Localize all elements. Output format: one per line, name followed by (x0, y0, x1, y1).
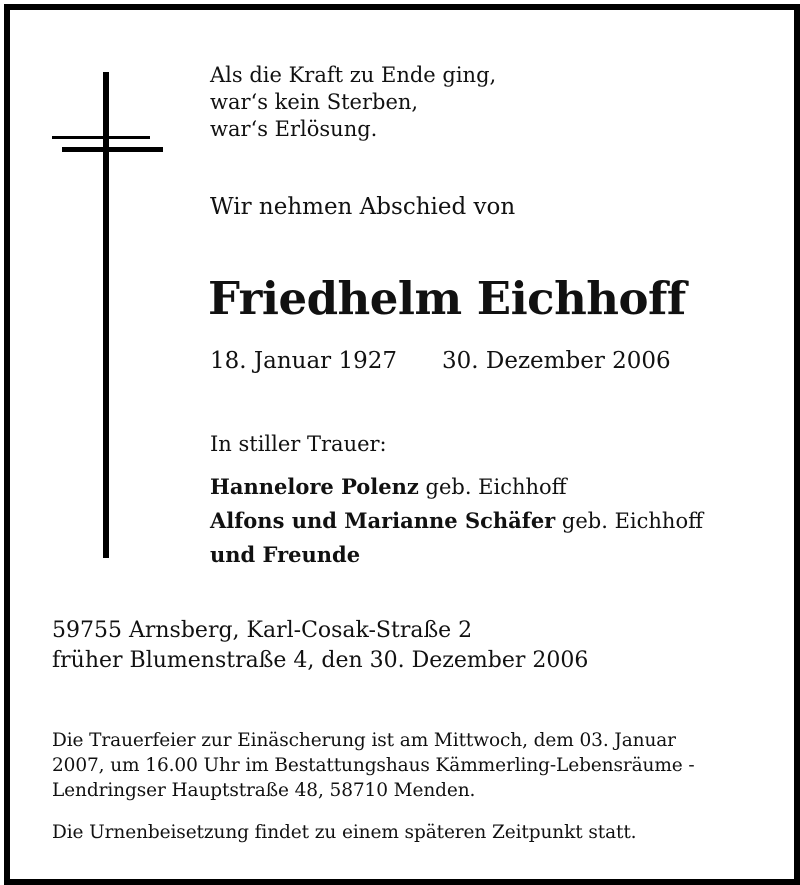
death-date: 30. Dezember 2006 (442, 348, 671, 374)
poem-line: war‘s kein Sterben, (210, 90, 419, 114)
mourner-name: Alfons und Marianne Schäfer (210, 508, 556, 533)
farewell-text: Wir nehmen Abschied von (210, 194, 516, 220)
address-line: 59755 Arnsberg, Karl-Cosak-Straße 2 (52, 618, 473, 643)
mourner-maiden-name: geb. Eichhoff (418, 475, 567, 499)
mourner-name: Hannelore Polenz (210, 474, 419, 499)
mourners-list (210, 470, 703, 572)
mourner-row (210, 504, 703, 538)
cross-horizontal-beam-bottom (62, 147, 163, 152)
mourner-row (210, 470, 703, 504)
mourner-maiden-name: geb. Eichhoff (555, 509, 704, 533)
birth-date: 18. Januar 1927 (210, 348, 397, 374)
mourner-row (210, 538, 703, 572)
obituary-notice (4, 4, 800, 885)
mourner-name: und Freunde (210, 542, 361, 567)
cross-vertical-beam (103, 72, 109, 558)
poem-line: war‘s Erlösung. (210, 117, 378, 141)
cross-horizontal-beam-top (52, 136, 150, 139)
address-block (52, 616, 588, 676)
poem-line: Als die Kraft zu Ende ging, (210, 63, 497, 87)
service-line: Die Trauerfeier zur Einäscherung ist am Mittwoch, dem 03. Januar (52, 730, 676, 751)
deceased-name: Friedhelm Eichhoff (208, 272, 686, 325)
poem (210, 62, 496, 143)
mourning-heading: In stiller Trauer: (210, 432, 387, 456)
address-line: früher Blumenstraße 4, den 30. Dezember 2006 (52, 648, 589, 673)
service-line: 2007, um 16.00 Uhr im Bestattungshaus Kämmerling-Lebensräume - (52, 755, 695, 776)
service-info (52, 728, 764, 803)
service-line: Lendringser Hauptstraße 48, 58710 Menden. (52, 780, 476, 801)
urn-burial-info: Die Urnenbeisetzung findet zu einem späteren Zeitpunkt statt. (52, 822, 637, 843)
